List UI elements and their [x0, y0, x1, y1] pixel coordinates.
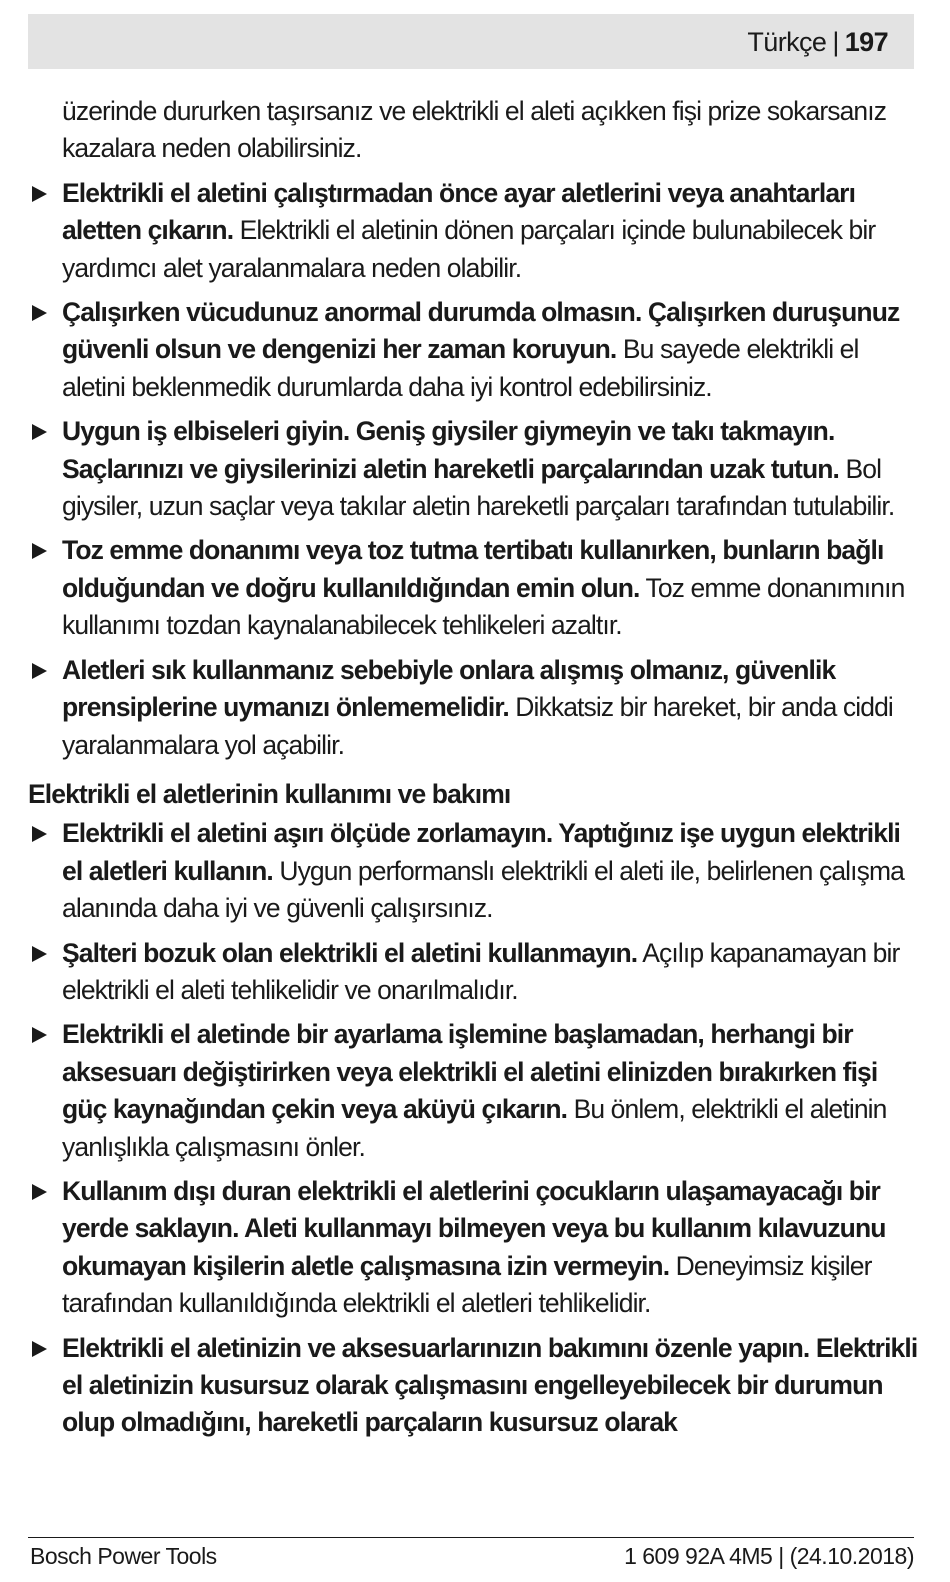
- header-text: [747, 27, 888, 58]
- bullet-item: [28, 175, 918, 287]
- bullet-item: [28, 1330, 918, 1442]
- bullet-text: Dikkatsiz bir hareket, bir anda ciddi yaralanmalara yol açabilir.: [62, 692, 893, 760]
- bullet-text: Bu önlem, elektrikli el aletinin yanlışlıkla çalışmasını önler.: [62, 1094, 887, 1162]
- bullet-bold-text: Elektrikli el aletini aşırı ölçüde zorlamayın. Yaptığınız işe uygun elektrikli el aletleri kullanın.: [62, 818, 900, 886]
- bullet-bold-text: Toz emme donanımı veya toz tutma tertibatı kullanırken, bunların bağlı olduğundan ve doğru kullanıldığından emin olun.: [62, 535, 884, 603]
- bullet-marker-icon: [32, 946, 47, 962]
- footer-divider: [28, 1537, 914, 1538]
- page-content: [28, 93, 918, 1442]
- footer-brand: Bosch Power Tools: [30, 1543, 217, 1569]
- bullet-marker-icon: [32, 826, 47, 842]
- header-separator: |: [832, 27, 839, 57]
- bullet-marker-icon: [32, 305, 47, 321]
- section-title: Elektrikli el aletlerinin kullanımı ve bakımı: [28, 778, 511, 809]
- bullet-marker-icon: [32, 663, 47, 679]
- bullet-text: Elektrikli el aletinin dönen parçaları içinde bulunabilecek bir yardımcı alet yaralanmalara neden olabilir.: [62, 215, 876, 283]
- bullet-marker-icon: [32, 1027, 47, 1043]
- bullet-bold-text: Şalteri bozuk olan elektrikli el aletini kullanmayın.: [62, 937, 638, 968]
- bullet-item: [28, 1016, 918, 1166]
- bullet-item: [28, 652, 918, 764]
- bullet-bold-text: Elektrikli el aletinizin ve aksesuarlarınızın bakımını özenle yapın. Elektrikli el aletinizin kusursuz olarak çalışmasını engelleyebilecek bir durumun olup olmadığını, hareketli parçaların kusursuz olarak: [62, 1332, 918, 1438]
- bullet-item: [28, 413, 918, 525]
- bullet-bold-text: Aletleri sık kullanmanız sebebiyle onlara alışmış olmanız, güvenlik prensiplerine uymanızı önlememelidir.: [62, 654, 836, 723]
- bullet-bold-text: Uygun iş elbiseleri giyin. Geniş giysiler giymeyin ve takı takmayın. Saçlarınızı ve giysilerinizi aletin hareketli parçalarından uzak tutun.: [62, 416, 840, 484]
- bullet-bold-text: Çalışırken vücudunuz anormal durumda olmasın. Çalışırken duruşunuz güvenli olsun ve dengenizi her zaman koruyun.: [62, 297, 900, 365]
- bullet-marker-icon: [32, 1341, 47, 1357]
- bullet-marker-icon: [32, 543, 47, 559]
- bullet-text: Açılıp kapanamayan bir elektrikli el aleti tehlikelidir ve onarılmalıdır.: [62, 937, 900, 1005]
- bullet-bold-text: Kullanım dışı duran elektrikli el aletlerini çocukların ulaşamayacağı bir yerde saklayın. Aleti kullanmayı bilmeyen veya bu kullanım kılavuzunu okumayan kişilerin aletle çalışmasına izin vermeyin.: [62, 1175, 886, 1281]
- bullet-item: [28, 1173, 918, 1323]
- bullet-item: [28, 935, 918, 1010]
- bullet-text: Bol giysiler, uzun saçlar veya takılar aletin hareketli parçaları tarafından tutulabilir.: [62, 453, 895, 522]
- bullet-marker-icon: [32, 1184, 47, 1200]
- bullet-item: [28, 294, 918, 406]
- bullet-item: [28, 815, 918, 927]
- page-header: [28, 14, 914, 69]
- bullet-item: [28, 532, 918, 644]
- intro-paragraph: üzerinde dururken taşırsanız ve elektrikli el aleti açıkken fişi prize sokarsanız kazalara neden olabilirsiniz.: [62, 96, 887, 164]
- footer-doc-info: 1 609 92A 4M5 | (24.10.2018): [624, 1543, 914, 1569]
- bullet-text: Deneyimsiz kişiler tarafından kullanıldığında elektrikli el aletleri tehlikelidir.: [62, 1250, 872, 1319]
- bullet-bold-text: Elektrikli el aletini çalıştırmadan önce ayar aletlerini veya anahtarları aletten çıkarın.: [62, 177, 856, 246]
- page-number: 197: [844, 27, 888, 57]
- bullet-text: Bu sayede elektrikli el aletini beklenmedik durumlarda daha iyi kontrol edebilirsiniz.: [62, 334, 859, 402]
- header-language: Türkçe: [747, 27, 827, 57]
- bullet-text: Toz emme donanımının kullanımı tozdan kaynalanabilecek tehlikeleri azaltır.: [62, 572, 905, 641]
- bullet-marker-icon: [32, 186, 47, 202]
- bullet-marker-icon: [32, 424, 47, 440]
- bullet-bold-text: Elektrikli el aletinde bir ayarlama işlemine başlamadan, herhangi bir aksesuarı değiştirirken veya elektrikli el aletini elinizden bırakırken fişi güç kaynağından çekin veya aküyü çıkarın.: [62, 1019, 878, 1125]
- bullet-text: Uygun performanslı elektrikli el aleti ile, belirlenen çalışma alanında daha iyi ve güvenli çalışırsınız.: [62, 855, 904, 924]
